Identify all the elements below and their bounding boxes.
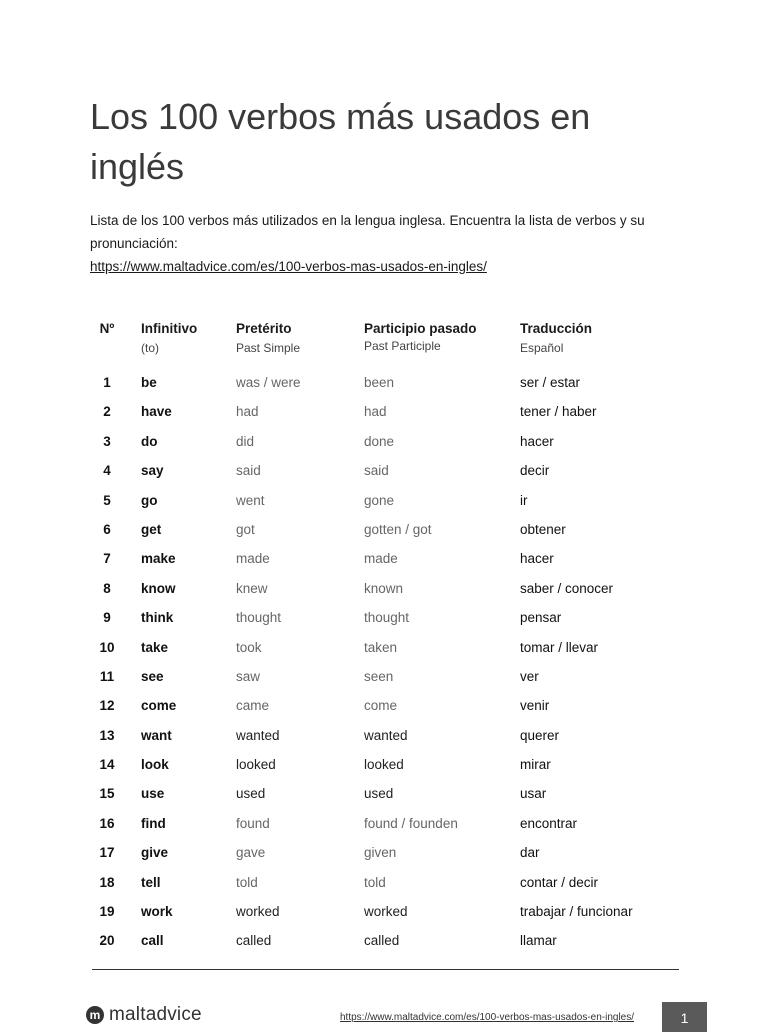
row-preterite: did bbox=[236, 433, 255, 449]
row-infinitive: get bbox=[141, 521, 162, 537]
row-preterite: made bbox=[236, 551, 270, 567]
row-preterite: went bbox=[236, 492, 265, 508]
row-participle: seen bbox=[364, 668, 394, 684]
row-participle: called bbox=[364, 933, 400, 949]
table-row bbox=[90, 515, 680, 544]
row-participle: worked bbox=[364, 904, 408, 920]
row-infinitive: tell bbox=[141, 874, 161, 890]
row-number: 2 bbox=[103, 404, 111, 420]
table-row bbox=[90, 809, 680, 838]
row-preterite: came bbox=[236, 698, 270, 714]
table-row bbox=[90, 427, 680, 456]
row-translation: contar / decir bbox=[520, 874, 599, 890]
row-infinitive: see bbox=[141, 668, 164, 684]
row-translation: usar bbox=[520, 786, 547, 802]
row-preterite: called bbox=[236, 933, 272, 949]
row-translation: pensar bbox=[520, 610, 562, 626]
row-participle: looked bbox=[364, 757, 404, 773]
row-participle: made bbox=[364, 551, 398, 567]
row-preterite: told bbox=[236, 874, 258, 890]
row-infinitive: think bbox=[141, 610, 174, 626]
row-number: 6 bbox=[103, 521, 111, 537]
row-preterite: said bbox=[236, 463, 261, 479]
row-participle: wanted bbox=[364, 727, 408, 743]
header-participle bbox=[364, 316, 477, 352]
table-row bbox=[90, 456, 680, 485]
row-participle: told bbox=[364, 874, 386, 890]
row-translation: decir bbox=[520, 463, 550, 479]
row-infinitive: give bbox=[141, 845, 169, 861]
row-preterite: thought bbox=[236, 610, 282, 626]
row-preterite: wanted bbox=[236, 727, 280, 743]
table-row bbox=[90, 574, 680, 603]
table-row bbox=[90, 544, 680, 573]
table-row bbox=[90, 721, 680, 750]
row-preterite: had bbox=[236, 404, 259, 420]
row-number: 13 bbox=[99, 727, 115, 743]
row-number: 9 bbox=[103, 610, 111, 626]
row-number: 16 bbox=[99, 815, 115, 831]
row-infinitive: find bbox=[141, 815, 166, 831]
header-preterite-sub: Past Simple bbox=[236, 341, 301, 355]
header-preterite bbox=[236, 316, 300, 354]
row-participle: known bbox=[364, 580, 404, 596]
row-participle: done bbox=[364, 433, 395, 449]
row-infinitive: do bbox=[141, 433, 158, 449]
row-preterite: got bbox=[236, 521, 255, 537]
row-infinitive: take bbox=[141, 639, 169, 655]
table-row bbox=[90, 897, 680, 926]
row-infinitive: make bbox=[141, 551, 176, 567]
row-infinitive: work bbox=[141, 904, 173, 920]
row-translation: encontrar bbox=[520, 815, 578, 831]
row-translation: saber / conocer bbox=[520, 580, 614, 596]
row-translation: tomar / llevar bbox=[520, 639, 599, 655]
row-translation: trabajar / funcionar bbox=[520, 904, 633, 920]
header-num bbox=[90, 316, 124, 342]
row-infinitive: say bbox=[141, 463, 164, 479]
row-number: 19 bbox=[99, 904, 115, 920]
table-body bbox=[90, 368, 680, 956]
intro-paragraph bbox=[90, 209, 690, 278]
row-preterite: knew bbox=[236, 580, 268, 596]
row-number: 5 bbox=[103, 492, 111, 508]
row-participle: gone bbox=[364, 492, 395, 508]
row-number: 12 bbox=[99, 698, 115, 714]
row-number: 1 bbox=[103, 375, 111, 390]
row-infinitive: look bbox=[141, 757, 169, 773]
row-number: 15 bbox=[99, 786, 115, 802]
row-preterite: was / were bbox=[236, 375, 301, 390]
table-row bbox=[90, 397, 680, 426]
row-number: 11 bbox=[99, 668, 115, 684]
row-infinitive: have bbox=[141, 404, 172, 420]
table-row bbox=[90, 838, 680, 867]
row-infinitive: call bbox=[141, 933, 164, 949]
table-row bbox=[90, 750, 680, 779]
header-translation-label: Traducción bbox=[520, 321, 593, 336]
row-number: 7 bbox=[103, 551, 111, 567]
page-title: Los 100 verbos más usados en inglés bbox=[90, 96, 591, 187]
row-translation: venir bbox=[520, 698, 550, 714]
header-participle-sub: Past Participle bbox=[364, 339, 441, 353]
header-translation bbox=[520, 316, 592, 354]
row-translation: hacer bbox=[520, 551, 554, 567]
row-infinitive: be bbox=[141, 375, 157, 390]
header-participle-label: Participio pasado bbox=[364, 321, 477, 336]
row-translation: obtener bbox=[520, 521, 566, 537]
row-number: 10 bbox=[99, 639, 115, 655]
intro-text: Lista de los 100 verbos más utilizados en la lengua inglesa. Encuentra la lista de verbos y su pronunciación: bbox=[90, 213, 645, 251]
row-participle: used bbox=[364, 786, 394, 802]
header-infinitive-sub: (to) bbox=[141, 341, 159, 355]
row-translation: ir bbox=[520, 492, 528, 508]
row-infinitive: know bbox=[141, 580, 176, 596]
row-preterite: gave bbox=[236, 845, 266, 861]
row-participle: said bbox=[364, 463, 389, 479]
row-number: 17 bbox=[99, 845, 115, 861]
row-translation: tener / haber bbox=[520, 404, 597, 420]
table-row bbox=[90, 603, 680, 632]
header-num-label: Nº bbox=[99, 321, 115, 336]
row-participle: been bbox=[364, 375, 395, 390]
table-row bbox=[90, 779, 680, 808]
row-preterite: saw bbox=[236, 668, 261, 684]
table-row bbox=[90, 662, 680, 691]
row-participle: given bbox=[364, 845, 397, 861]
row-participle: had bbox=[364, 404, 387, 420]
row-translation: ver bbox=[520, 668, 539, 684]
row-number: 20 bbox=[99, 933, 115, 949]
row-preterite: found bbox=[236, 815, 270, 831]
intro-link[interactable]: https://www.maltadvice.com/es/100-verbos-mas-usados-en-ingles/ bbox=[90, 259, 487, 274]
row-participle: gotten / got bbox=[364, 521, 432, 537]
row-number: 3 bbox=[103, 433, 111, 449]
verb-table bbox=[90, 316, 680, 949]
row-participle: come bbox=[364, 698, 398, 714]
footer-url[interactable]: https://www.maltadvice.com/es/100-verbos-mas-usados-en-ingles/ bbox=[340, 1012, 635, 1023]
row-number: 18 bbox=[99, 874, 115, 890]
row-translation: hacer bbox=[520, 433, 554, 449]
table-row bbox=[90, 926, 680, 955]
logo-text: maltadvice bbox=[109, 1004, 202, 1025]
header-infinitive-label: Infinitivo bbox=[141, 321, 198, 336]
table-header bbox=[90, 316, 680, 366]
row-infinitive: want bbox=[141, 727, 172, 743]
maltadvice-logo-icon: m bbox=[86, 1006, 104, 1024]
table-row bbox=[90, 633, 680, 662]
row-participle: taken bbox=[364, 639, 398, 655]
row-infinitive: come bbox=[141, 698, 177, 714]
row-translation: ser / estar bbox=[520, 375, 581, 390]
table-row bbox=[90, 486, 680, 515]
row-preterite: looked bbox=[236, 757, 276, 773]
row-infinitive: use bbox=[141, 786, 165, 802]
row-participle: found / founden bbox=[364, 815, 458, 831]
row-number: 4 bbox=[103, 463, 111, 479]
row-translation: mirar bbox=[520, 757, 551, 773]
row-preterite: used bbox=[236, 786, 266, 802]
header-translation-sub: Español bbox=[520, 341, 564, 355]
header-infinitive bbox=[141, 316, 197, 354]
table-row bbox=[90, 368, 680, 397]
row-translation: dar bbox=[520, 845, 540, 861]
header-preterite-label: Pretérito bbox=[236, 321, 292, 336]
footer-divider bbox=[92, 969, 679, 970]
table-row bbox=[90, 868, 680, 897]
footer-logo bbox=[86, 1004, 202, 1026]
row-preterite: worked bbox=[236, 904, 280, 920]
row-number: 8 bbox=[103, 580, 111, 596]
row-translation: llamar bbox=[520, 933, 557, 949]
page-number: 1 bbox=[662, 1002, 707, 1032]
table-row bbox=[90, 691, 680, 720]
row-translation: querer bbox=[520, 727, 560, 743]
row-number: 14 bbox=[99, 757, 115, 773]
row-preterite: took bbox=[236, 639, 262, 655]
row-participle: thought bbox=[364, 610, 410, 626]
row-infinitive: go bbox=[141, 492, 158, 508]
